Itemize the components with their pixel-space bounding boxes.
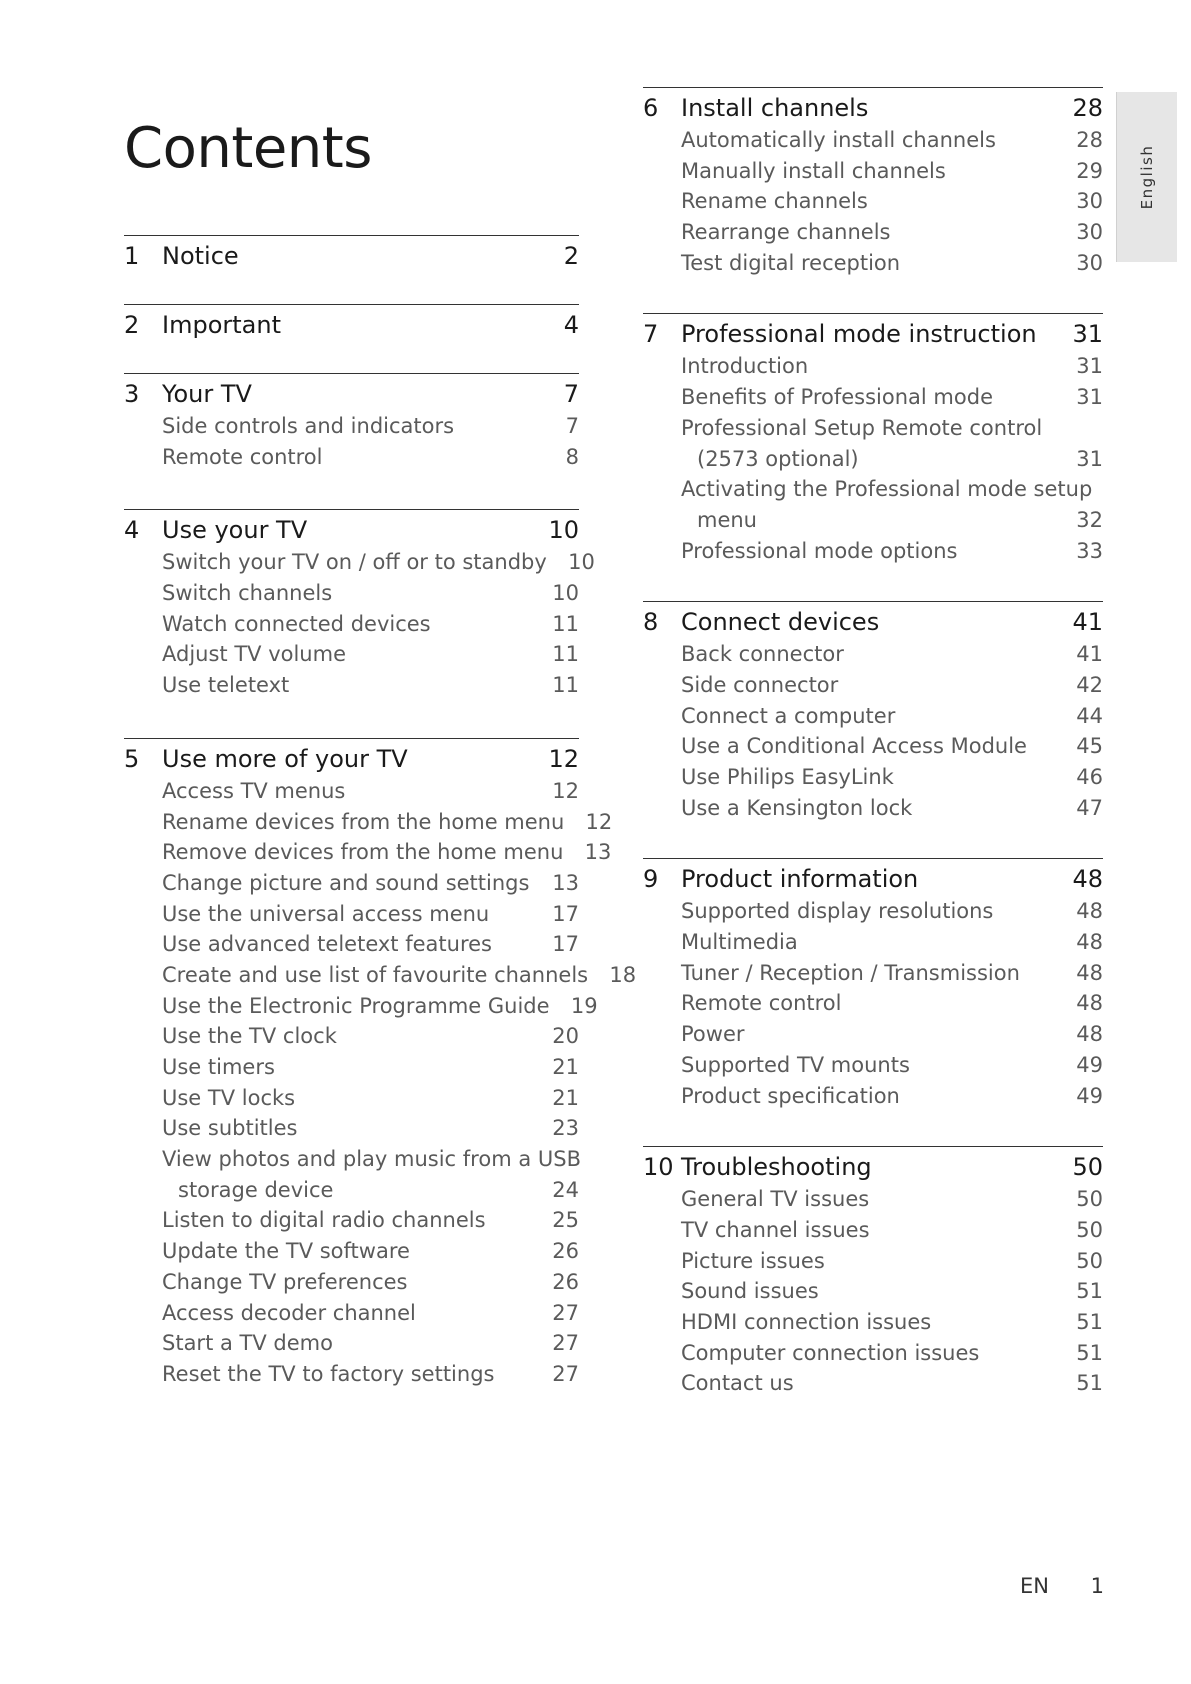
toc-entry-title: Contact us (681, 1371, 794, 1396)
toc-entry-list (643, 899, 1103, 1114)
toc-entry[interactable] (124, 445, 579, 476)
toc-entry-page: 50 (1076, 1217, 1103, 1242)
toc-entry-title: Back connector (681, 642, 844, 667)
toc-entry[interactable] (124, 1116, 579, 1147)
toc-entry-title: Introduction (681, 354, 809, 379)
toc-entry[interactable] (643, 1371, 1103, 1402)
toc-section-title: Your TV (162, 380, 252, 408)
toc-entry[interactable] (643, 1341, 1103, 1372)
toc-entry-title: Activating the Professional mode setup (681, 477, 1093, 502)
toc-section (643, 858, 1103, 1114)
toc-entry-page: 13 (552, 870, 579, 895)
toc-entry-title: Computer connection issues (681, 1340, 980, 1365)
toc-section-number: 2 (124, 311, 140, 339)
toc-entry-title: Listen to digital radio channels (162, 1208, 486, 1233)
toc-entry[interactable] (643, 673, 1103, 704)
toc-entry-title: Supported display resolutions (681, 899, 994, 924)
toc-section-heading[interactable] (643, 320, 1103, 354)
toc-entry-page: 44 (1076, 703, 1103, 728)
toc-entry-page: 47 (1076, 795, 1103, 820)
toc-section (124, 509, 595, 703)
toc-entry-title: Access decoder channel (162, 1300, 416, 1325)
toc-entry[interactable] (643, 642, 1103, 673)
toc-entry-title: Use a Kensington lock (681, 795, 913, 820)
toc-section-page: 2 (563, 242, 579, 270)
toc-section-number: 9 (643, 865, 659, 894)
toc-entry[interactable] (643, 930, 1103, 961)
toc-entry-title: storage device (178, 1177, 334, 1202)
toc-section-page: 10 (548, 516, 579, 545)
toc-entry[interactable] (124, 673, 579, 704)
toc-entry-page: 42 (1076, 672, 1103, 697)
toc-entry[interactable] (124, 871, 579, 902)
toc-section-heading[interactable] (643, 94, 1103, 128)
toc-left-column (124, 235, 637, 1393)
toc-entry-page: 49 (1076, 1083, 1103, 1108)
toc-entry-page: 30 (1076, 250, 1103, 275)
toc-section-heading[interactable] (643, 865, 1103, 899)
toc-entry-title: Use TV locks (162, 1085, 296, 1110)
toc-entry[interactable] (643, 189, 1103, 220)
toc-entry[interactable] (124, 1147, 579, 1178)
toc-section-heading[interactable] (124, 242, 579, 276)
toc-entry[interactable] (124, 1086, 579, 1117)
toc-entry-title: TV channel issues (681, 1217, 870, 1242)
toc-entry-title: Adjust TV volume (162, 642, 346, 667)
toc-section-number: 6 (643, 94, 659, 122)
toc-entry-page: 45 (1076, 734, 1103, 759)
toc-section-page: 12 (548, 744, 579, 773)
toc-section-page: 7 (563, 380, 579, 408)
toc-entry-page: 10 (552, 581, 579, 606)
toc-entry[interactable] (124, 1362, 579, 1393)
toc-section-title: Use your TV (162, 516, 308, 545)
toc-entry[interactable] (124, 612, 579, 643)
toc-entry[interactable] (124, 1024, 579, 1055)
toc-section-page: 28 (1072, 94, 1103, 122)
toc-section-title: Connect devices (681, 608, 880, 637)
toc-entry-page: 27 (552, 1331, 579, 1356)
toc-entry[interactable] (124, 1208, 579, 1239)
toc-entry-title: Rename devices from the home menu (162, 809, 565, 834)
toc-entry-title: Side connector (681, 672, 839, 697)
toc-section-number: 1 (124, 242, 140, 270)
toc-entry[interactable] (124, 1055, 579, 1086)
toc-section (124, 738, 637, 1393)
toc-entry-title: Picture issues (681, 1248, 825, 1273)
toc-entry-title: Update the TV software (162, 1239, 410, 1264)
toc-entry-title: Automatically install channels (681, 128, 996, 152)
toc-entry-page: 51 (1076, 1309, 1103, 1334)
toc-entry-page: 46 (1076, 765, 1103, 789)
toc-entry-page: 12 (552, 778, 579, 803)
toc-entry-list (643, 1187, 1103, 1402)
toc-entry-title: View photos and play music from a USB (162, 1147, 581, 1172)
page-number: 1 (1090, 1574, 1104, 1598)
toc-entry-title: Professional mode options (681, 538, 958, 563)
toc-entry-page: 10 (568, 550, 595, 575)
toc-entry[interactable] (643, 354, 1103, 385)
toc-entry-title: Manually install channels (681, 158, 946, 183)
toc-entry[interactable] (124, 809, 613, 841)
toc-section-number: 10 (643, 1153, 674, 1182)
toc-entry-page: 25 (552, 1208, 579, 1233)
language-tab-label: English (1138, 144, 1156, 210)
toc-section-page: 50 (1072, 1153, 1103, 1182)
toc-section-heading[interactable] (124, 380, 579, 414)
toc-entry-page: 7 (565, 414, 579, 438)
toc-entry-page: 48 (1076, 991, 1103, 1016)
toc-entry-title: Power (681, 1022, 745, 1047)
toc-entry-page: 48 (1076, 960, 1103, 985)
toc-entry-page: 27 (552, 1361, 579, 1386)
page-title: Contents (124, 115, 372, 181)
toc-entry-list (124, 414, 579, 475)
toc-entry-title: Use advanced teletext features (162, 932, 492, 957)
toc-entry-page: 23 (552, 1116, 579, 1141)
toc-entry-title: Start a TV demo (162, 1331, 333, 1356)
toc-entry-page: 48 (1076, 899, 1103, 924)
toc-entry-title: Professional Setup Remote control (681, 415, 1043, 440)
toc-entry-list (124, 550, 595, 703)
toc-entry-title: HDMI connection issues (681, 1309, 932, 1334)
toc-entry-title: General TV issues (681, 1187, 870, 1212)
toc-entry[interactable] (643, 961, 1103, 992)
toc-section-page: 48 (1072, 865, 1103, 894)
toc-entry[interactable] (643, 1310, 1103, 1341)
toc-entry[interactable] (643, 1279, 1103, 1310)
toc-entry[interactable] (643, 477, 1103, 508)
toc-entry-title: Use the TV clock (162, 1024, 337, 1049)
toc-entry[interactable] (124, 1239, 579, 1270)
toc-section (643, 87, 1103, 281)
toc-entry-title: Switch your TV on / off or to standby (162, 550, 547, 575)
toc-entry-page: 27 (552, 1300, 579, 1325)
toc-section-title: Install channels (681, 94, 869, 122)
toc-entry-title: Test digital reception (681, 250, 901, 275)
toc-entry[interactable] (124, 642, 579, 673)
toc-entry[interactable] (124, 932, 579, 963)
toc-section (643, 601, 1103, 826)
toc-entry[interactable] (124, 902, 579, 933)
toc-entry-title: Watch connected devices (162, 611, 431, 636)
toc-entry-page: 21 (552, 1055, 579, 1079)
toc-entry-title: Switch channels (162, 581, 333, 606)
toc-entry[interactable] (643, 447, 1103, 478)
toc-entry-page: 26 (552, 1269, 579, 1294)
toc-section-number: 5 (124, 744, 140, 773)
toc-entry[interactable] (643, 1187, 1103, 1218)
toc-section (643, 313, 1103, 569)
toc-entry[interactable] (643, 796, 1103, 827)
toc-right-column (643, 87, 1103, 1402)
toc-entry[interactable] (124, 1301, 579, 1332)
toc-entry-title: Sound issues (681, 1279, 819, 1304)
toc-section (124, 235, 579, 276)
toc-entry-page: 12 (585, 809, 613, 834)
toc-entry-title: Connect a computer (681, 703, 896, 728)
toc-section-heading[interactable] (643, 608, 1103, 642)
toc-entry[interactable] (643, 991, 1103, 1022)
toc-entry[interactable] (124, 581, 579, 612)
toc-entry-title: Access TV menus (162, 778, 346, 803)
toc-entry-title: Use Philips EasyLink (681, 765, 894, 789)
toc-entry-page: 8 (565, 444, 579, 469)
toc-section-title: Notice (162, 242, 239, 270)
toc-entry-title: menu (697, 507, 757, 532)
toc-entry-page: 51 (1076, 1371, 1103, 1396)
toc-entry[interactable] (643, 734, 1103, 765)
toc-entry-page: 51 (1076, 1279, 1103, 1304)
toc-section-title: Use more of your TV (162, 744, 408, 773)
toc-entry-page: 49 (1076, 1052, 1103, 1077)
toc-section-heading[interactable] (124, 745, 579, 779)
toc-entry-page: 11 (552, 642, 579, 667)
toc-entry-page: 31 (1076, 446, 1103, 471)
toc-entry-title: Rearrange channels (681, 220, 891, 245)
toc-entry[interactable] (643, 1084, 1103, 1115)
toc-section (124, 373, 579, 475)
toc-entry[interactable] (643, 416, 1103, 447)
toc-entry-page: 18 (609, 962, 637, 987)
toc-entry-page: 30 (1076, 189, 1103, 214)
toc-entry-title: Product specification (681, 1083, 900, 1108)
toc-entry[interactable] (643, 159, 1103, 190)
toc-entry[interactable] (124, 962, 637, 994)
toc-section-page: 41 (1072, 608, 1103, 637)
toc-entry-title: (2573 optional) (697, 446, 859, 471)
toc-entry[interactable] (643, 704, 1103, 735)
toc-section-title: Product information (681, 865, 919, 894)
toc-entry[interactable] (124, 779, 579, 810)
toc-section-page: 4 (563, 311, 579, 339)
toc-entry-page: 26 (552, 1239, 579, 1264)
toc-entry[interactable] (124, 550, 595, 581)
toc-entry-title: Reset the TV to factory settings (162, 1361, 495, 1386)
toc-entry-page: 24 (552, 1177, 579, 1202)
toc-section-heading[interactable] (643, 1153, 1103, 1187)
toc-entry-page: 32 (1076, 507, 1103, 532)
toc-section-number: 3 (124, 380, 140, 408)
toc-entry-title: Use a Conditional Access Module (681, 734, 1027, 759)
toc-entry[interactable] (643, 539, 1103, 570)
toc-entry-page: 48 (1076, 930, 1103, 955)
toc-section-title: Professional mode instruction (681, 320, 1037, 349)
toc-entry-page: 13 (584, 840, 612, 865)
toc-section-number: 8 (643, 608, 659, 637)
toc-entry-title: Benefits of Professional mode (681, 385, 993, 410)
language-tab (1116, 92, 1177, 262)
toc-entry[interactable] (643, 385, 1103, 416)
toc-entry-list (124, 778, 637, 1393)
toc-entry[interactable] (124, 1270, 579, 1301)
toc-entry-title: Create and use list of favourite channels (162, 962, 589, 987)
toc-entry-title: Multimedia (681, 930, 798, 955)
toc-entry-page: 17 (552, 932, 579, 957)
toc-entry-page: 11 (552, 611, 579, 636)
toc-entry-page: 33 (1076, 538, 1103, 563)
toc-entry-page: 31 (1076, 354, 1103, 379)
toc-entry[interactable] (124, 1178, 579, 1209)
toc-entry-title: Remote control (162, 444, 323, 469)
toc-entry-title: Use the Electronic Programme Guide (162, 993, 550, 1018)
toc-section-title: Troubleshooting (681, 1153, 872, 1182)
toc-entry[interactable] (643, 508, 1103, 539)
toc-entry-list (643, 642, 1103, 826)
toc-entry[interactable] (124, 993, 598, 1025)
toc-entry-list (643, 128, 1103, 281)
toc-entry-page: 51 (1076, 1340, 1103, 1365)
toc-entry-title: Use teletext (162, 673, 290, 698)
toc-entry-page: 48 (1076, 1022, 1103, 1047)
toc-section-title: Important (162, 311, 281, 339)
toc-entry-title: Use timers (162, 1055, 275, 1079)
toc-entry[interactable] (124, 414, 579, 445)
toc-section (124, 304, 579, 345)
toc-entry-title: Supported TV mounts (681, 1052, 910, 1077)
toc-entry-page: 29 (1076, 158, 1103, 183)
toc-entry-page: 19 (570, 993, 598, 1018)
toc-entry-title: Change picture and sound settings (162, 870, 530, 895)
toc-entry[interactable] (643, 765, 1103, 796)
toc-section (643, 1146, 1103, 1402)
toc-entry-page: 30 (1076, 220, 1103, 245)
toc-entry-title: Use the universal access menu (162, 901, 490, 926)
toc-section-heading[interactable] (124, 516, 579, 550)
toc-section-number: 7 (643, 320, 659, 349)
toc-entry-list (643, 354, 1103, 569)
toc-entry-title: Remote control (681, 991, 842, 1016)
footer-language: EN (1020, 1574, 1049, 1598)
toc-entry[interactable] (643, 1053, 1103, 1084)
toc-entry-page: 50 (1076, 1248, 1103, 1273)
toc-entry[interactable] (643, 251, 1103, 282)
toc-entry-title: Remove devices from the home menu (162, 840, 564, 865)
toc-entry[interactable] (643, 128, 1103, 159)
toc-entry[interactable] (124, 1331, 579, 1362)
toc-section-heading[interactable] (124, 311, 579, 345)
toc-entry-title: Tuner / Reception / Transmission (681, 960, 1020, 985)
toc-section-page: 31 (1072, 320, 1103, 349)
toc-entry-title: Use subtitles (162, 1116, 298, 1141)
toc-entry-page: 41 (1076, 642, 1103, 667)
toc-entry-page: 20 (552, 1024, 579, 1049)
toc-entry[interactable] (124, 840, 612, 871)
toc-entry-page: 17 (552, 901, 579, 926)
toc-section-number: 4 (124, 516, 140, 545)
toc-entry-title: Side controls and indicators (162, 414, 455, 438)
toc-entry-page: 28 (1076, 128, 1103, 152)
toc-entry[interactable] (643, 1249, 1103, 1280)
toc-entry-page: 50 (1076, 1187, 1103, 1212)
page-footer (1020, 1574, 1104, 1598)
toc-entry-page: 31 (1076, 385, 1103, 410)
toc-entry[interactable] (643, 220, 1103, 251)
toc-entry-page: 11 (552, 673, 579, 698)
toc-entry[interactable] (643, 1218, 1103, 1249)
toc-entry-title: Change TV preferences (162, 1269, 408, 1294)
toc-entry[interactable] (643, 1022, 1103, 1053)
toc-entry[interactable] (643, 899, 1103, 930)
toc-entry-title: Rename channels (681, 189, 868, 214)
toc-entry-page: 21 (552, 1085, 579, 1110)
